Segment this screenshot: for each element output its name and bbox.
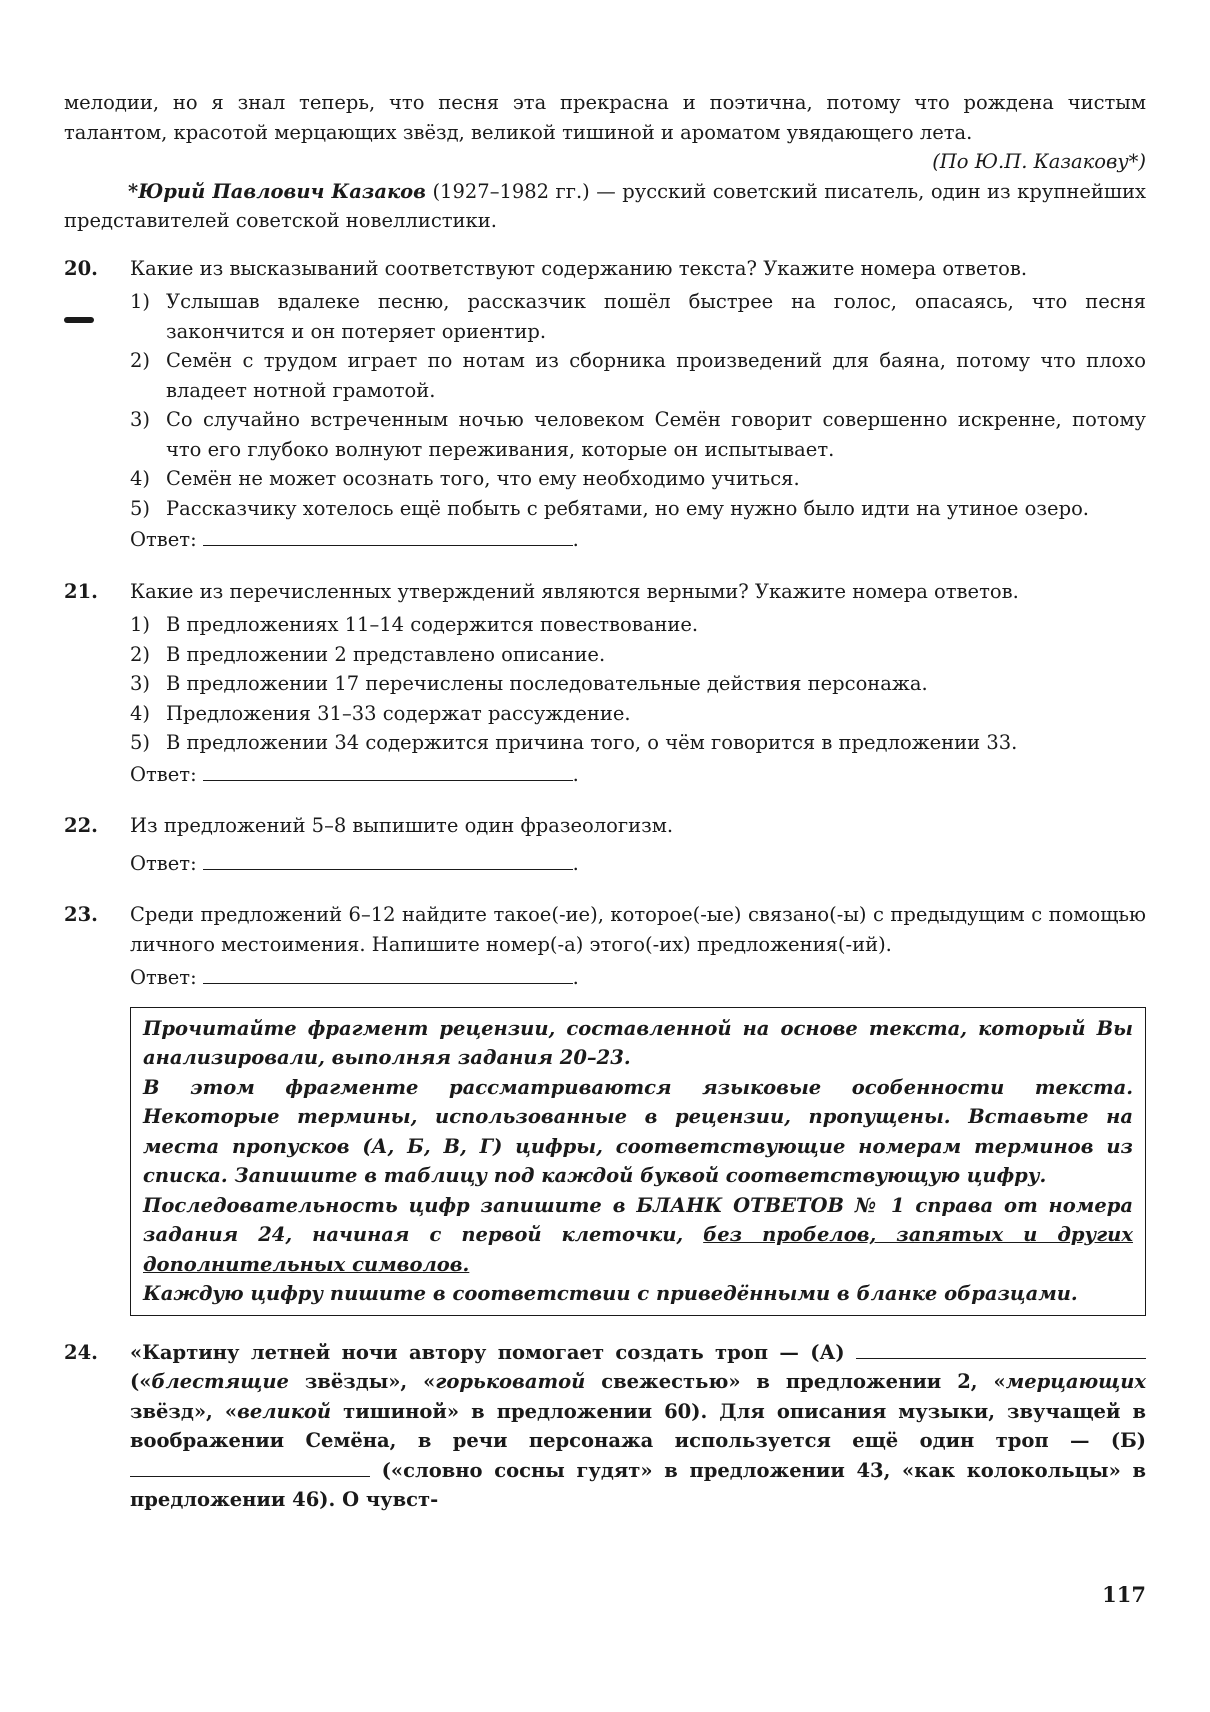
answer-label: Ответ: (130, 966, 197, 989)
option-number: 3) (130, 672, 151, 695)
footnote-text: (1927–1982 гг.) — русский советский писатель, один из крупнейших представителей советской новеллистики. (64, 179, 1146, 232)
option-number: 1) (130, 290, 151, 313)
task-question: Какие из перечисленных утверждений являются верными? Укажите номера ответов. (130, 579, 1019, 603)
answer-row: Ответ: . (130, 849, 1146, 879)
highlight-word: горьковатой (435, 1370, 586, 1393)
task-number: 24. (64, 1340, 98, 1364)
task-number: 20. (64, 256, 98, 280)
task-number: 23. (64, 903, 98, 926)
option-item (130, 494, 1146, 524)
page-number: 117 (1102, 1582, 1146, 1607)
blank-b[interactable] (130, 1456, 370, 1477)
option-text: Семён с трудом играет по нотам из сборника произведений для баяна, потому что плохо владеет нотной грамотой. (166, 349, 1146, 402)
answer-label: Ответ: (130, 528, 197, 551)
answer-line[interactable] (203, 525, 573, 546)
highlight-word: великой (237, 1399, 332, 1423)
task-24-sentence-1: «Картину летней ночи автору помогает создать троп — (А) (130, 1340, 845, 1364)
task-23 (64, 900, 1146, 993)
option-number: 3) (130, 408, 151, 431)
option-list (130, 610, 1146, 758)
option-number: 4) (130, 467, 151, 490)
option-text: Предложения 31–33 содержат рассуждение. (166, 701, 631, 725)
instruction-p1: Прочитайте фрагмент рецензии, составленной на основе текста, который Вы анализировали, выполняя задания 20–23. (143, 1016, 1133, 1069)
instruction-p3-underlined: без пробелов, запятых и других дополнительных символов. (143, 1223, 1133, 1276)
task-question: Среди предложений 6–12 найдите такое(-ие), которое(-ые) связано(-ы) с предыдущим с помощью личного местоимения. Напишите номер(-а) этого(-их) предложения(-ий). (130, 903, 1146, 956)
option-text: Рассказчику хотелось ещё побыть с ребятами, но ему нужно было идти на утиное озеро. (166, 496, 1090, 520)
option-text: Семён не может осознать того, что ему необходимо учиться. (166, 467, 800, 490)
instruction-p3-text: Последовательность цифр запишите в БЛАНК ОТВЕТОВ № 1 справа от номера задания 24, начиная с первой клеточки, (143, 1193, 1133, 1246)
text-fragment: (« (130, 1370, 152, 1393)
source-attribution: (По Ю.П. Казакову*) (932, 150, 1146, 173)
task-24-text (130, 1338, 1146, 1515)
answer-line[interactable] (203, 760, 573, 781)
answer-label: Ответ: (130, 851, 197, 875)
instruction-p4: Каждую цифру пишите в соответствии с приведёнными в бланке образцами. (143, 1282, 1078, 1305)
page-content (64, 88, 1146, 1515)
blank-a[interactable] (856, 1338, 1146, 1359)
option-item (130, 610, 1146, 640)
option-text: В предложении 2 представлено описание. (166, 642, 606, 666)
option-text: В предложениях 11–14 содержится повествование. (166, 613, 699, 636)
option-number: 1) (130, 613, 151, 636)
option-number: 2) (130, 642, 151, 666)
answer-line[interactable] (203, 849, 573, 870)
task-20 (64, 254, 1146, 555)
option-number: 4) (130, 701, 151, 725)
answer-line[interactable] (203, 963, 573, 984)
task-number: 22. (64, 814, 98, 837)
option-item (130, 405, 1146, 464)
option-item (130, 669, 1146, 699)
option-text: В предложении 34 содержится причина того, о чём говорится в предложении 33. (166, 731, 1018, 754)
answer-row: Ответ: . (130, 760, 1146, 790)
text-fragment: тишиной» в предложении 60). Для описания музыки, звучащей в воображении Семёна, в речи персонажа используется ещё один троп — (Б) (130, 1399, 1147, 1452)
intro-paragraph: мелодии, но я знал теперь, что песня эта прекрасна и поэтична, потому что рождена чистым талантом, красотой мерцающих звёзд, великой тишиной и ароматом увядающего лета. (64, 91, 1146, 144)
instruction-p3 (143, 1191, 1133, 1280)
highlight-word: блестящие (151, 1370, 289, 1393)
answer-label: Ответ: (130, 762, 197, 786)
option-text: Со случайно встреченным ночью человеком Семён говорит совершенно искренне, потому что его глубоко волнуют переживания, которые он испытывает. (166, 408, 1146, 461)
highlight-word: мерцающих (1005, 1370, 1147, 1393)
option-list (130, 287, 1146, 523)
task-number: 21. (64, 579, 98, 603)
option-text: В предложении 17 перечислены последовательные действия персонажа. (166, 672, 928, 695)
task-22 (64, 811, 1146, 878)
option-item (130, 728, 1146, 758)
option-text: Услышав вдалеке песню, рассказчик пошёл быстрее на голос, опасаясь, что песня закончится и он потеряет ориентир. (166, 290, 1146, 343)
task-24-sentence-3: («словно сосны гудят» в предложении 43, «как колокольцы» в предложении 46). О чувст- (130, 1458, 1146, 1511)
answer-row: Ответ: . (130, 525, 1146, 555)
answer-row: Ответ: . (130, 963, 1146, 993)
instruction-p2: В этом фрагменте рассматриваются языковые особенности текста. Некоторые термины, использованные в рецензии, пропущены. Вставьте на места пропусков (А, Б, В, Г) цифры, соответствующие номерам терминов из списка. Запишите в таблицу под каждой буквой соответствующую цифру. (143, 1075, 1133, 1187)
option-number: 5) (130, 496, 151, 520)
task-question: Из предложений 5–8 выпишите один фразеологизм. (130, 814, 674, 837)
footnote-author-name: *Юрий Павлович Казаков (128, 179, 426, 203)
task-21 (64, 577, 1146, 790)
text-fragment: свежестью» в предложении 2, « (585, 1370, 1006, 1393)
option-item (130, 699, 1146, 729)
option-number: 5) (130, 731, 151, 754)
text-fragment: звёзд», « (130, 1399, 238, 1423)
task-24 (64, 1338, 1146, 1515)
text-fragment: звёзды», « (288, 1370, 436, 1393)
option-item (130, 464, 1146, 494)
option-item (130, 287, 1146, 346)
task-question: Какие из высказываний соответствуют содержанию текста? Укажите номера ответов. (130, 256, 1028, 280)
author-footnote (64, 177, 1146, 236)
option-item (130, 640, 1146, 670)
option-item (130, 346, 1146, 405)
option-number: 2) (130, 349, 151, 372)
instruction-box (130, 1007, 1146, 1316)
